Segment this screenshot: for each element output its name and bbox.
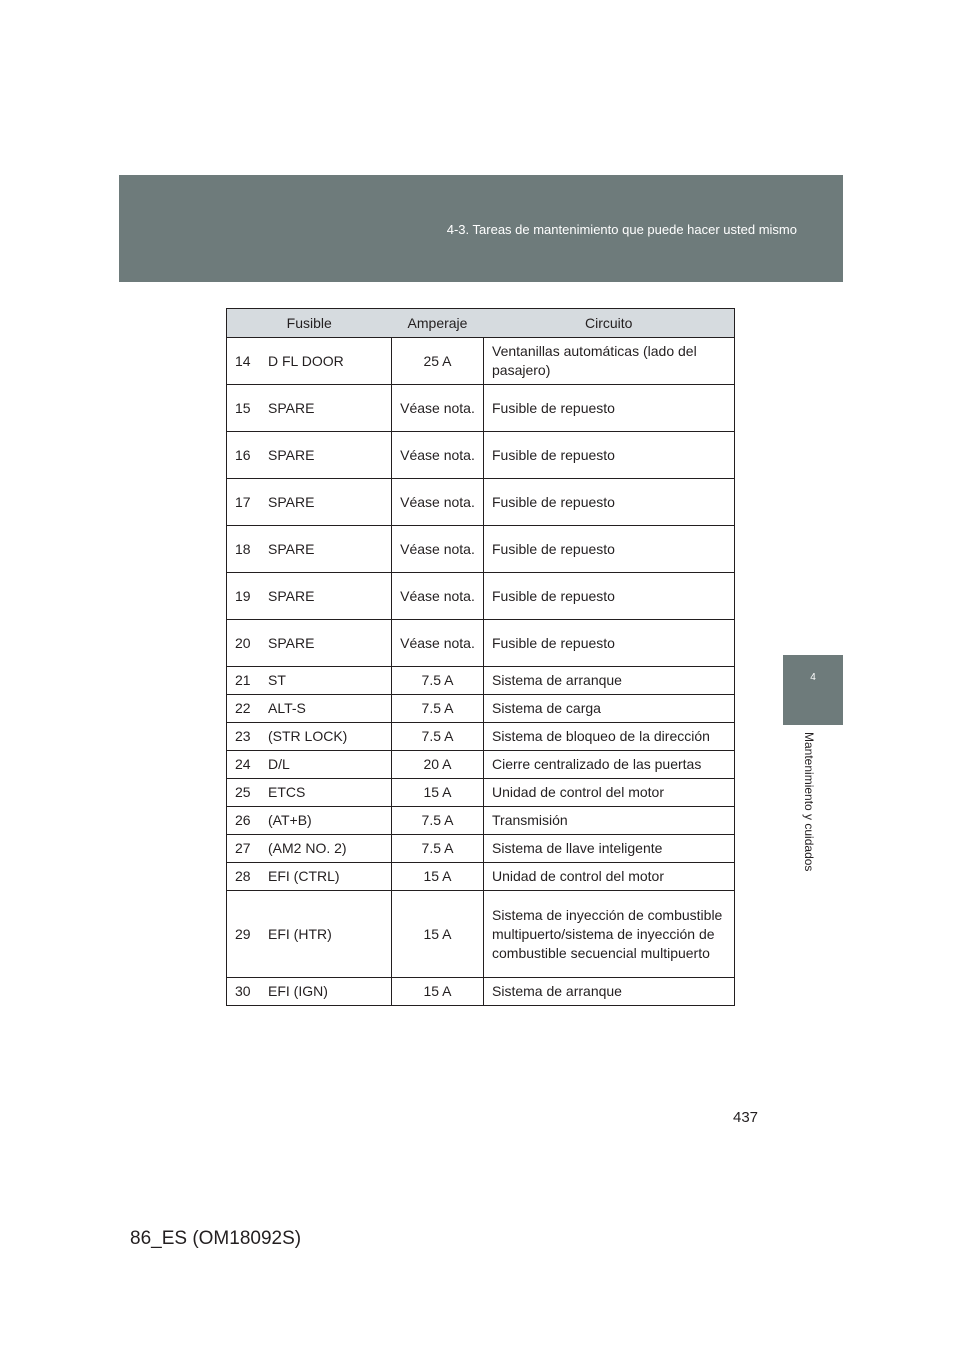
fuse-number: 25 — [227, 779, 261, 807]
fuse-name: EFI (CTRL) — [260, 863, 392, 891]
fuse-number: 24 — [227, 751, 261, 779]
table-row — [227, 695, 735, 723]
fuse-circuit: Sistema de arranque — [484, 667, 735, 695]
fuse-name: (AT+B) — [260, 807, 392, 835]
fuse-name: SPARE — [260, 526, 392, 573]
fuse-name: ALT-S — [260, 695, 392, 723]
fuse-number: 18 — [227, 526, 261, 573]
fuse-amperage: Véase nota. — [392, 479, 484, 526]
fuse-amperage: Véase nota. — [392, 620, 484, 667]
chapter-number: 4 — [810, 672, 816, 683]
fuse-circuit: Transmisión — [484, 807, 735, 835]
fuse-name: SPARE — [260, 620, 392, 667]
table-row — [227, 526, 735, 573]
fuse-amperage: 7.5 A — [392, 695, 484, 723]
fuse-amperage: 7.5 A — [392, 667, 484, 695]
table-row — [227, 620, 735, 667]
fuse-circuit: Fusible de repuesto — [484, 620, 735, 667]
table-row — [227, 667, 735, 695]
fuse-amperage: 15 A — [392, 779, 484, 807]
fuse-amperage: 15 A — [392, 891, 484, 978]
table-row — [227, 863, 735, 891]
fuse-amperage: 7.5 A — [392, 835, 484, 863]
table-row — [227, 978, 735, 1006]
fuse-circuit: Sistema de inyección de combustible multipuerto/sistema de inyección de combustible secuencial multipuerto — [484, 891, 735, 978]
fuse-number: 29 — [227, 891, 261, 978]
fuse-circuit: Sistema de carga — [484, 695, 735, 723]
fuse-number: 28 — [227, 863, 261, 891]
table-row — [227, 723, 735, 751]
fuse-amperage: Véase nota. — [392, 526, 484, 573]
fuse-number: 14 — [227, 338, 261, 385]
page-number: 437 — [733, 1109, 759, 1126]
table-row — [227, 432, 735, 479]
fuse-name: (AM2 NO. 2) — [260, 835, 392, 863]
fuse-number: 16 — [227, 432, 261, 479]
table-row — [227, 891, 735, 978]
fuse-number: 30 — [227, 978, 261, 1006]
section-header-band — [119, 175, 843, 282]
fuse-circuit: Fusible de repuesto — [484, 479, 735, 526]
fuse-amperage: 15 A — [392, 863, 484, 891]
fuse-amperage: 15 A — [392, 978, 484, 1006]
fuse-name: (STR LOCK) — [260, 723, 392, 751]
document-code: 86_ES (OM18092S) — [130, 1228, 302, 1249]
fuse-name: SPARE — [260, 432, 392, 479]
fuse-name: SPARE — [260, 479, 392, 526]
fuse-circuit: Unidad de control del motor — [484, 863, 735, 891]
header-amperaje: Amperaje — [392, 309, 484, 338]
chapter-label: Mantenimiento y cuidados — [802, 732, 816, 872]
fuse-circuit: Cierre centralizado de las puertas — [484, 751, 735, 779]
fuse-number: 26 — [227, 807, 261, 835]
table-row — [227, 751, 735, 779]
table-row — [227, 385, 735, 432]
fuse-number: 15 — [227, 385, 261, 432]
fuse-circuit: Ventanillas automáticas (lado del pasajero) — [484, 338, 735, 385]
fuse-amperage: 7.5 A — [392, 723, 484, 751]
fuse-circuit: Sistema de arranque — [484, 978, 735, 1006]
fuse-amperage: Véase nota. — [392, 385, 484, 432]
table-row — [227, 338, 735, 385]
fuse-circuit: Unidad de control del motor — [484, 779, 735, 807]
fuse-number: 19 — [227, 573, 261, 620]
table-header-row — [227, 309, 735, 338]
chapter-tab — [783, 655, 843, 725]
fuse-number: 17 — [227, 479, 261, 526]
fuse-name: ST — [260, 667, 392, 695]
fuse-name: SPARE — [260, 573, 392, 620]
fuse-name: ETCS — [260, 779, 392, 807]
fuse-circuit: Fusible de repuesto — [484, 573, 735, 620]
fuse-circuit: Sistema de bloqueo de la dirección — [484, 723, 735, 751]
fuse-name: SPARE — [260, 385, 392, 432]
fuse-name: EFI (IGN) — [260, 978, 392, 1006]
fuse-circuit: Fusible de repuesto — [484, 385, 735, 432]
fuse-name: EFI (HTR) — [260, 891, 392, 978]
table-row — [227, 779, 735, 807]
fuse-amperage: 7.5 A — [392, 807, 484, 835]
table-row — [227, 835, 735, 863]
fuse-table — [226, 308, 735, 1006]
section-title: 4-3. Tareas de mantenimiento que puede hacer usted mismo — [446, 222, 797, 237]
fuse-circuit: Sistema de llave inteligente — [484, 835, 735, 863]
fuse-number: 23 — [227, 723, 261, 751]
fuse-amperage: 20 A — [392, 751, 484, 779]
fuse-number: 21 — [227, 667, 261, 695]
table-row — [227, 479, 735, 526]
fuse-name: D FL DOOR — [260, 338, 392, 385]
header-fusible: Fusible — [227, 309, 392, 338]
fuse-amperage: 25 A — [392, 338, 484, 385]
table-row — [227, 807, 735, 835]
fuse-number: 20 — [227, 620, 261, 667]
fuse-number: 27 — [227, 835, 261, 863]
table-row — [227, 573, 735, 620]
fuse-number: 22 — [227, 695, 261, 723]
fuse-circuit: Fusible de repuesto — [484, 432, 735, 479]
fuse-circuit: Fusible de repuesto — [484, 526, 735, 573]
header-circuito: Circuito — [484, 309, 735, 338]
fuse-amperage: Véase nota. — [392, 573, 484, 620]
fuse-name: D/L — [260, 751, 392, 779]
fuse-amperage: Véase nota. — [392, 432, 484, 479]
